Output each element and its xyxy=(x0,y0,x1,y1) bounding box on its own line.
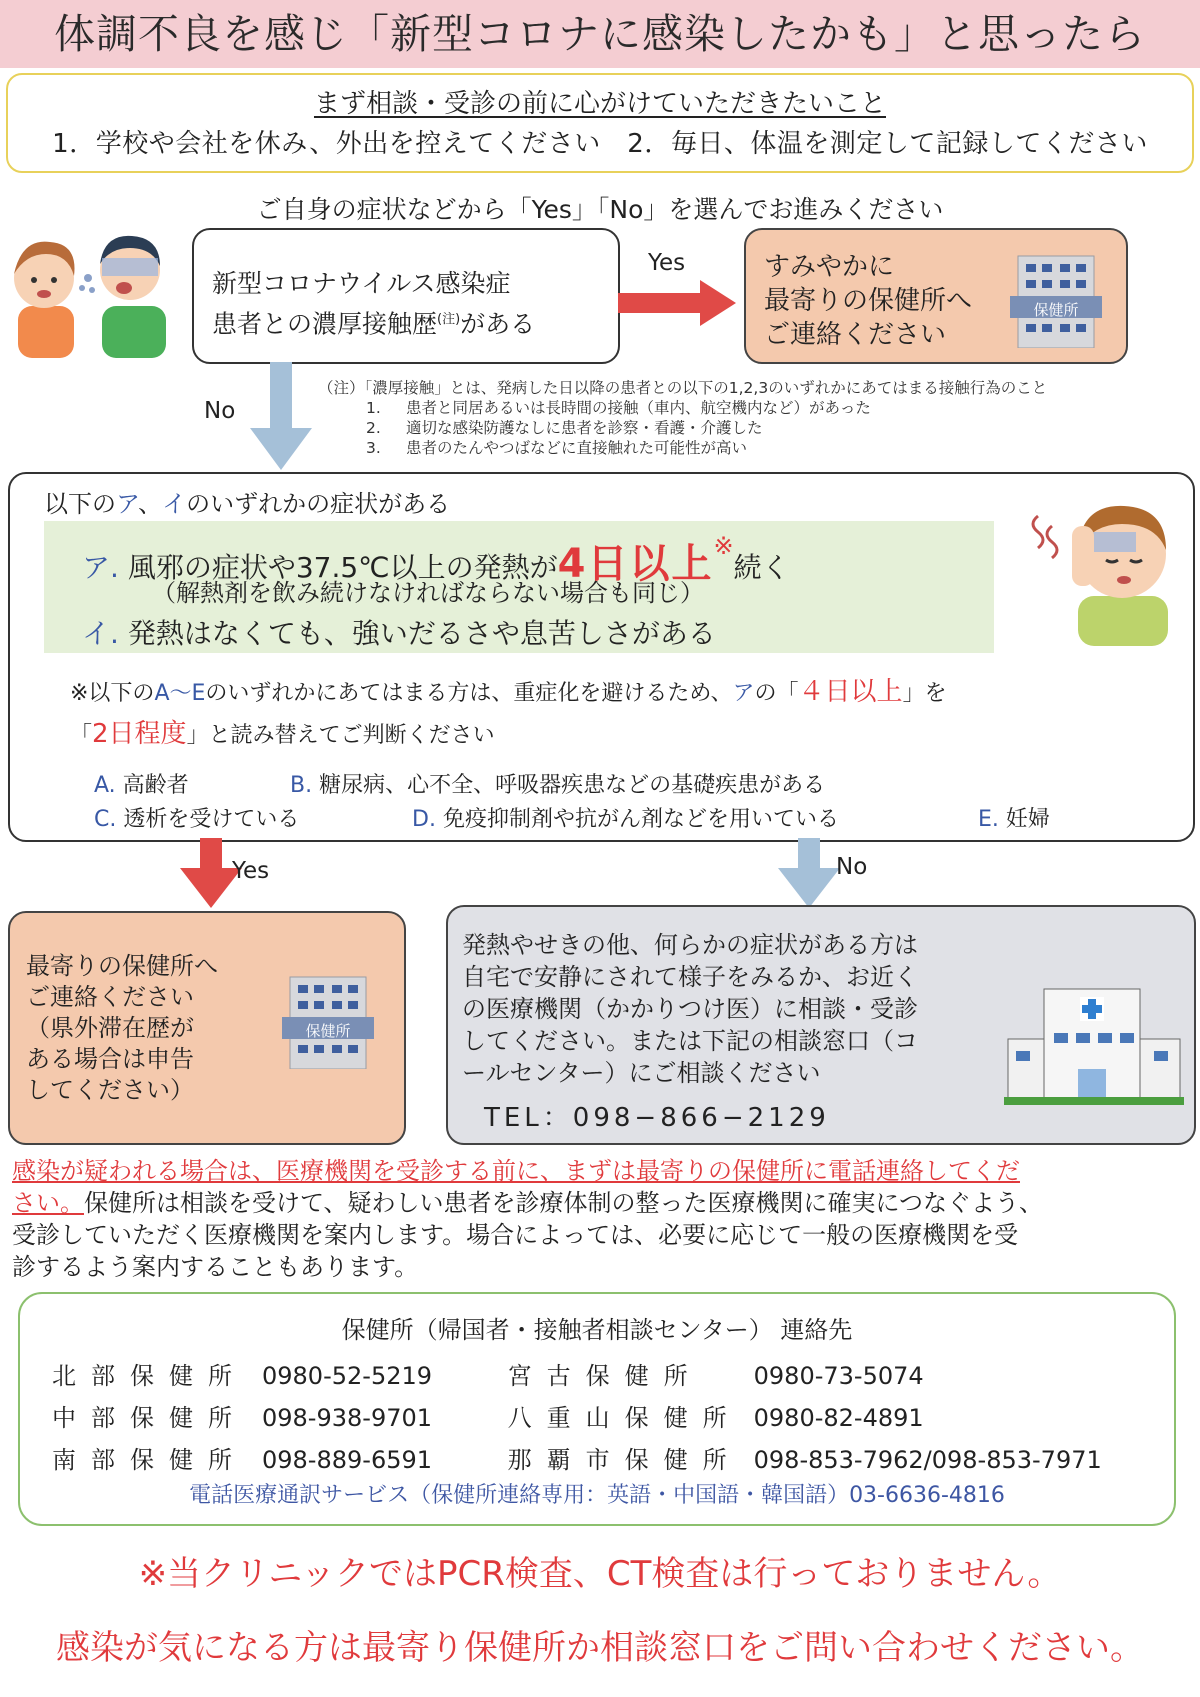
symptom-i: イ. 発熱はなくても、強いだるさや息苦しさがある xyxy=(82,617,716,650)
clinic-notice-1: ※当クリニックではPCR検査、CT検査は行っておりません。 xyxy=(138,1554,1062,1594)
condition-c: C. 透析を受けている xyxy=(94,807,300,832)
question-close-contact-line1: 新型コロナウイルス感染症 xyxy=(212,269,511,298)
health-center-contacts xyxy=(18,1292,1176,1526)
contact-row: 南部保健所 098-889-6591 那覇市保健所 098-853-7962/098-853-7971 xyxy=(52,1446,1102,1474)
no-label-1: No xyxy=(204,398,236,424)
note-item: 1. 患者と同居あるいは長時間の接触（車内、航空機内など）があった xyxy=(366,399,871,417)
result-contact-health-center-2: 最寄りの保健所へ ご連絡ください （県外滞在歴が ある場合は申告 してください） 保健所 xyxy=(8,911,406,1145)
condition-b: B. 糖尿病、心不全、呼吸器疾患などの基礎疾患がある xyxy=(290,773,826,798)
interpretation-service: 電話医療通訳サービス（保健所連絡専用：英語・中国語・韓国語）03-6636-4816 xyxy=(189,1483,1005,1508)
yes-arrow-right xyxy=(618,280,736,326)
pre-consult-box xyxy=(6,73,1194,173)
symptom-a-subtext: （解熱剤を飲み続けなければならない場合も同じ） xyxy=(152,579,704,607)
warning-paragraph: 感染が疑われる場合は、医療機関を受診する前に、まずは最寄りの保健所に電話連絡してくだ さい。保健所は相談を受けて、疑わしい患者を診療体制の整った医療機関に確実につなぐよう、 受診していただく医療機関を案内します。場合によっては、必要に応じて一般の医療機関を受 診するよう案内することもあります。 xyxy=(12,1157,1044,1281)
sick-person-illustration xyxy=(1016,488,1186,646)
question-close-contact xyxy=(192,228,620,364)
pre-consult-items: 1．学校や会社を休み、外出を控えてください 2．毎日、体温を測定して記録してください xyxy=(52,129,1148,159)
question-close-contact-line2: 患者との濃厚接触歴 xyxy=(212,309,438,339)
phone-number[interactable]: 098-889-6591 xyxy=(262,1446,433,1474)
result1-line1: すみやかに xyxy=(764,252,895,282)
health-center-sign: 保健所 xyxy=(1033,301,1079,319)
high-risk-note: ※以下のA〜Eのいずれかにあてはまる方は、重症化を避けるため、アの「４日以上」を 「2日程度」と読み替えてご判断ください xyxy=(70,677,947,749)
phone-number[interactable]: 098-938-9701 xyxy=(262,1404,433,1432)
contacts-heading: 保健所（帰国者・接触者相談センター） 連絡先 xyxy=(341,1316,853,1344)
phone-number[interactable]: 0980-82-4891 xyxy=(753,1404,924,1432)
note-heading: （注）「濃厚接触」とは、発病した日以降の患者との以下の1,2,3のいずれかにあてはまる接触行為のこと xyxy=(318,379,1048,397)
condition-e: E. 妊婦 xyxy=(978,807,1050,832)
note-item: 2. 適切な感染防護なしに患者を診察・看護・介護した xyxy=(366,419,763,437)
flow-lead-text: ご自身の症状などから「Yes」「No」を選んでお進みください xyxy=(256,195,944,224)
no-arrow-down-2 xyxy=(778,838,840,908)
close-contact-note xyxy=(318,378,1047,458)
contact-row: 中部保健所 098-938-9701 八重山保健所 0980-82-4891 xyxy=(52,1404,924,1432)
health-center-building-icon xyxy=(1008,252,1104,348)
question-symptoms-heading: 以下のア、イのいずれかの症状がある xyxy=(44,490,451,518)
yes-label-1: Yes xyxy=(648,250,686,276)
hospital-icon xyxy=(1004,979,1184,1105)
no-label-2: No xyxy=(836,854,868,880)
no-arrow-down xyxy=(250,362,312,470)
contact-row: 北部保健所 0980-52-5219 宮古保健所 0980-73-5074 xyxy=(52,1362,924,1390)
yes-label-2: Yes xyxy=(232,858,270,884)
page-title: 体調不良を感じ「新型コロナに感染したかも」と思ったら xyxy=(0,0,1200,68)
coughing-people-illustration xyxy=(2,218,184,358)
result-consult-clinic: 発熱やせきの他、何らかの症状がある方は 自宅で安静にされて様子をみるか、お近く の医療機関（かかりつけ医）に相談・受診 してください。または下記の相談窓口（コ ールセンター）にご相談ください TEL：098−866−2129 xyxy=(446,905,1196,1145)
symptom-a: ア. 風邪の症状や37.5℃以上の発熱が4日以上※続く xyxy=(82,532,790,587)
note-marker: (注) xyxy=(437,312,461,327)
four-days-emphasis: 4日以上 xyxy=(557,541,714,587)
phone-number[interactable]: 0980-52-5219 xyxy=(262,1362,433,1390)
result-contact-health-center xyxy=(744,228,1128,364)
question-close-contact-line2-end: がある xyxy=(460,309,536,339)
result1-line2: 最寄りの保健所へ xyxy=(764,286,973,316)
condition-a: A. 高齢者 xyxy=(94,773,189,798)
health-center-sign: 保健所 xyxy=(305,1022,351,1040)
clinic-notice-2: 感染が気になる方は最寄り保健所か相談窓口をご問い合わせください。 xyxy=(56,1628,1144,1668)
call-center-tel[interactable]: TEL：098−866−2129 xyxy=(484,1103,830,1133)
result1-line3: ご連絡ください xyxy=(764,320,947,350)
pre-consult-heading: まず相談・受診の前に心がけていただきたいこと xyxy=(313,89,886,119)
phone-number[interactable]: 098-853-7962/098-853-7971 xyxy=(753,1446,1102,1474)
condition-d: D. 免疫抑制剤や抗がん剤などを用いている xyxy=(412,807,839,832)
phone-number[interactable]: 0980-73-5074 xyxy=(753,1362,924,1390)
note-item: 3. 患者のたんやつばなどに直接触れた可能性が高い xyxy=(366,439,748,457)
health-center-building-icon xyxy=(280,973,376,1069)
